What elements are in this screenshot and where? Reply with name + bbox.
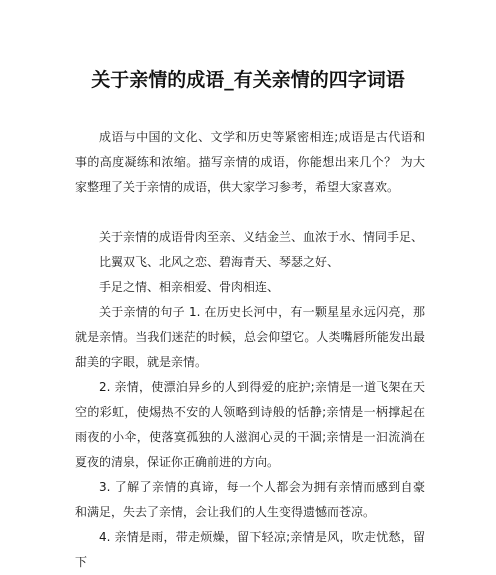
article-title: 关于亲情的成语_有关亲情的四字词语 xyxy=(91,69,405,91)
paragraph-spacer xyxy=(75,200,425,225)
idioms-line-3: 手足之情、相亲相爱、骨肉相连、 xyxy=(99,280,280,294)
sentence-paragraph-1: 关于亲情的句子 1. 在历史长河中，有一颗星星永远闪亮，那就是亲情。当我们迷茫的时候，总会仰望它。人类嘴唇所能发出最甜美的字眼，就是亲情。 xyxy=(75,305,425,369)
idioms-line-1: 关于亲情的成语骨肉至亲、义结金兰、血浓于水、情同手足、 xyxy=(99,230,424,244)
intro-paragraph: 成语与中国的文化、文学和历史等紧密相连;成语是古代语和事的高度凝练和浓缩。描写亲情的成语，你能想出来几个？ 为大家整理了关于亲情的成语，供大家学习参考，希望大家喜欢。 xyxy=(75,130,425,194)
idioms-line-2: 比翼双飞、北风之恋、碧海青天、琴瑟之好、 xyxy=(99,255,340,269)
sentence-paragraph-4: 4. 亲情是雨，带走烦燥，留下轻凉;亲情是风，吹走忧愁，留下 xyxy=(75,530,425,569)
article-body xyxy=(75,125,425,575)
sentence-paragraph-2: 2. 亲情，使漂泊异乡的人到得爱的庇护;亲情是一道飞架在天空的彩虹，使焬热不安的人领略到诗般的恬静;亲情是一柄撑起在雨夜的小伞，使落寞孤独的人滋润心灵的干涸;亲情是一汩流淌在夏夜的清泉，保证你正确前进的方向。 xyxy=(75,380,425,469)
sentence-paragraph-3: 3. 了解了亲情的真谛，每一个人都会为拥有亲情而感到自豪和满足，失去了亲情，会让我们的人生变得遗憾而苍凉。 xyxy=(75,480,425,519)
